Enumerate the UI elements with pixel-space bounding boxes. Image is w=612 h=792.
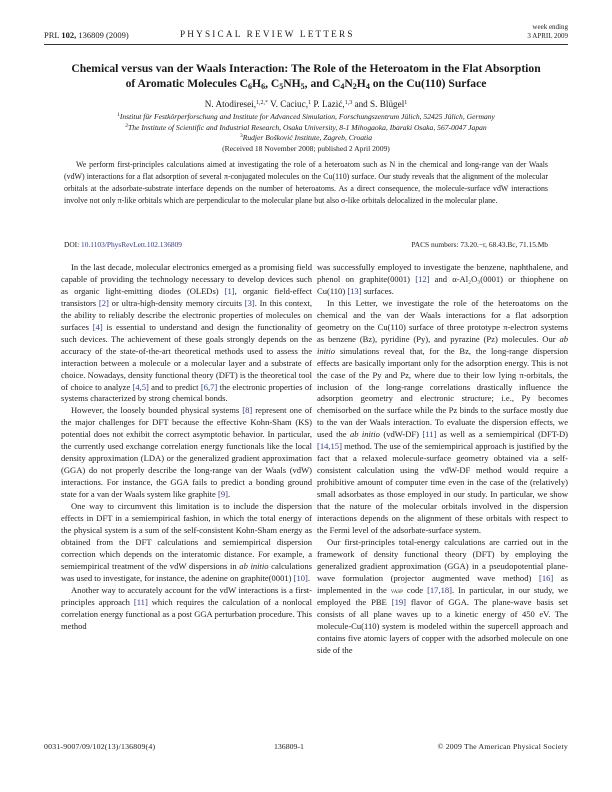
- affiliation: $^2$The Institute of Scientific and Industrial Research, Osaka University, 8-1 Mihogaoka, Ibaraki Osaka, 567-0047 Japan: [125, 122, 487, 132]
- reference-link[interactable]: [19]: [391, 596, 406, 607]
- journal-citation: PRL 102, 136809 (2009): [44, 30, 129, 40]
- pacs-numbers: PACS numbers: 73.20.−r, 68.43.Bc, 71.15.Mb: [411, 240, 548, 249]
- reference-link[interactable]: [1]: [224, 285, 235, 296]
- doi-pacs-row: DOI: 10.1103/PhysRevLett.102.136809 PACS numbers: 73.20.−r, 68.43.Bc, 71.15.Mb: [64, 240, 548, 249]
- body-paragraph: Our first-principles total-energy calculations are carried out in the framework of density functional theory (DFT) by employing the generalized gradient approximation (GGA) in a pseudopotential plane-wave formulation (projector augmented wave method) [16] as implemented in the vasp code [17,18]. In particular, in our study, we employed the PBE [19] flavor of GGA. The plane-wave basis set consists of all plane waves up to a kinetic energy of 450 eV. The molecule-Cu(110) system is modeled within the supercell approach and contains five atomic layers of copper with the adsorbed molecule on one side of the: [317, 536, 569, 655]
- reference-link[interactable]: [9]: [217, 489, 228, 500]
- reference-link[interactable]: [17,18]: [427, 584, 452, 595]
- affiliation: $^3$Rudjer Bošković Institute, Zagreb, Croatia: [239, 133, 373, 143]
- reference-link[interactable]: [14,15]: [317, 441, 342, 452]
- reference-link[interactable]: [2]: [98, 297, 109, 308]
- reference-link[interactable]: [11]: [422, 429, 437, 440]
- body-paragraph: One way to circumvent this limitation is to include the dispersion effects in DFT in a semiempirical fashion, in which the total energy of the physical system is a sum of the self-consistent Kohn-Sham energy as obtained from the DFT calculations and semiempirical dispersion correction which depends on the interatomic distance. For example, a semiempirical treatment of the vdW dispersions in ab initio calculations was used to investigate, for instance, the adenine on graphite(0001) [10].: [61, 501, 312, 583]
- author: V. Caciuc,: [268, 99, 309, 109]
- abstract: We perform first-principles calculations aimed at investigating the role of a heteroatom such as N in the chemical and long-range van der Waals (vdW) interactions for a flat adsorption of several π-conjugated molecules on the Cu(110) surface. Our study reveals that the alignment of the molecular orbitals at the adsorbate-substrate interface depends on the number of heteroatoms. As a direct consequence, the molecule-surface vdW interactions involve not only π-like orbitals which are perpendicular to the molecular plane but also σ-like orbitals delocalized in the molecular plane.: [64, 160, 548, 206]
- body-paragraph: Another way to accurately account for the vdW interactions is a first-principles approach [11] which requires the calculation of a nonlocal correlation energy functional as a post GGA perturbation procedure. This method: [61, 584, 312, 631]
- reference-link[interactable]: [13]: [347, 285, 362, 296]
- affiliation: $^1$Institut für Festkörperforschung and Institute for Advanced Simulation, Forschungszentrum Jülich, 52425 Jülich, Germany: [117, 112, 495, 121]
- body-paragraph: was successfully employed to investigate the benzene, naphthalene, and phenol on graphite(0001) [12] and α-Al₂O₃(0001) or thiophene on Cu(110) [13] surfaces.: [317, 262, 568, 296]
- paper-title: Chemical versus van der Waals Interaction: The Role of the Heteroatom in the Flat Absorption of Aromatic Molecules $C_6H_6$, $C_5NH_5$, and $C_4N_2H_4$ on the Cu(110) Surface: [71, 62, 541, 91]
- reference-link[interactable]: [12]: [415, 273, 430, 284]
- body-paragraph: In the last decade, molecular electronics emerged as a promising field capable of providing the technology necessary to develop devices such as organic light-emitting diodes (OLEDs) [1], organic field-effect transistors [2] or ultra-high-density memory circuits [3]. In this context, the ability to reliably describe the electronic properties of molecules on surfaces [4] is essential to understand and design the functionality of such devices. The achievement of these goals strongly depends on the accuracy of the state-of-the-art theoretical methods used to assess the interaction between a molecule or a molecular layer and a substrate of choice. Nowadays, density functional theory (DFT) is the theoretical tool of choice to analyze [4,5] and to predict [6,7] the electronic properties of systems characterized by strong chemical bonds.: [61, 262, 313, 404]
- reference-link[interactable]: [6,7]: [200, 381, 218, 392]
- author: N. Atodiresei,: [204, 99, 257, 109]
- received-date: (Received 18 November 2008; published 2 April 2009): [222, 143, 390, 153]
- reference-link[interactable]: [11]: [133, 596, 148, 607]
- running-header: [44, 25, 568, 45]
- body-paragraph: In this Letter, we investigate the role of the heteroatoms on the chemical and the van der Waals interactions for a flat adsorption geometry on the Cu(110) surface of three prototype π-electron systems as benzene (Bz), pyridine (Py), and pyrazine (Pz) molecules. Our ab initio simulations reveal that, for the Bz, the long-range dispersion effects are basically important only for the adsorption energy. This is not the case of the Py and Pz, where due to their low lying π-orbitals, the inclusion of the long-range correlations drastically influence the adsorption geometry and electronic structure; i.e., Py becomes chemisorbed on the surface while the Pz binds to the surface mostly due to the van der Waals interaction. To evaluate the dispersion effects, we used the ab initio (vdW-DF) [11] as well as a semiempirical (DFT-D) [14,15] method. The use of the semiempirical approach is justified by the fact that a relaxed molecule-surface geometry obtained via a self-consistent calculation using the vdW-DF method would require a prohibitive amount of computer time even in the case of the (relatively) small adsorbates as those employed in our study. In particular, we show that the nature of the molecular orbitals involved in the dispersion interactions depends on the alignment of these orbitals with respect to the Fermi level of the adsorbate-surface system.: [317, 297, 569, 535]
- reference-link[interactable]: [8]: [242, 405, 253, 416]
- copyright: © 2009 The American Physical Society: [437, 742, 568, 751]
- corresponding-author-link[interactable]: *: [265, 100, 269, 106]
- affiliations: [30, 112, 582, 154]
- reference-link[interactable]: [3]: [244, 297, 255, 308]
- author-list: N. Atodiresei,$^{1,2,*}$ V. Caciuc,$^1$ P. Lazić,$^{1,3}$ and S. Blügel$^1$: [204, 99, 408, 109]
- page-number: 136809-1: [274, 742, 304, 751]
- body-column-right: [317, 262, 568, 656]
- journal-name: PHYSICAL REVIEW LETTERS: [180, 29, 355, 39]
- volume: 102,: [61, 30, 77, 40]
- author: P. Lazić,: [311, 99, 345, 109]
- reference-link[interactable]: [4]: [92, 321, 103, 332]
- reference-link[interactable]: [4,5]: [132, 381, 149, 392]
- reference-link[interactable]: [16]: [538, 572, 554, 583]
- author: and S. Blügel: [352, 99, 405, 109]
- body-column-left: [61, 262, 312, 633]
- doi-link[interactable]: 10.1103/PhysRevLett.102.136809: [81, 240, 182, 249]
- body-paragraph: However, the loosely bounded physical systems [8] represent one of the major challenges for DFT because the effective Kohn-Sham (KS) potential does not exhibit the correct asymptotic behavior. In particular, the currently used exchange correlation energy functionals like the local density approximation (LDA) or the generalized gradient approximation (GGA) do not properly describe the long-range van der Waals (vdW) interactions. For instance, the GGA fails to predict a bonding ground state for a van der Waals system like graphite [9].: [61, 405, 312, 500]
- reference-link[interactable]: [10]: [293, 572, 308, 583]
- issn: 0031-9007/09/102(13)/136809(4): [44, 742, 156, 751]
- week-ending: week ending 3 APRIL 2009: [527, 23, 568, 40]
